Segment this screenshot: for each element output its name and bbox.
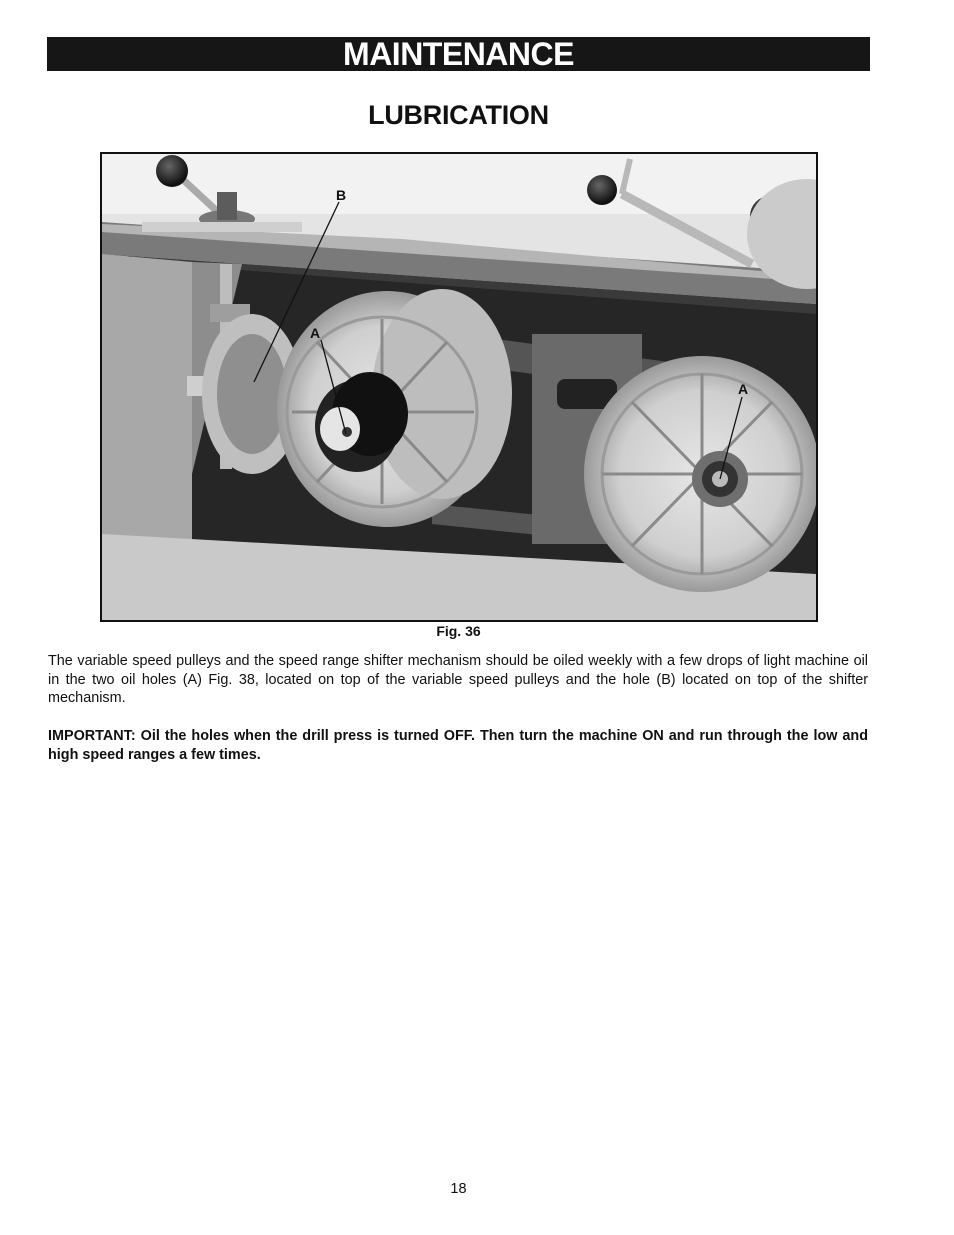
callout-a-left: A xyxy=(310,325,321,341)
paragraph-instructions: The variable speed pulleys and the speed range shifter mechanism should be oiled weekly with a few drops of light machine oil in the two oil holes (A) Fig. 38, located on top of the variable speed pulleys and the hole (B) located on top of the shifter mechanism. xyxy=(48,653,868,706)
pulley-illustration xyxy=(102,154,816,620)
banner-title: MAINTENANCE xyxy=(343,36,574,72)
page-number: 18 xyxy=(450,1181,467,1197)
callout-a-right: A xyxy=(738,381,749,397)
paragraph-important: IMPORTANT: Oil the holes when the drill press is turned OFF. Then turn the machine ON and run through the low and high speed ranges a few times. xyxy=(48,728,868,763)
subsection-title: LUBRICATION xyxy=(368,100,549,130)
callout-b: B xyxy=(336,187,347,203)
figure-caption: Fig. 36 xyxy=(436,623,481,639)
figure-photo xyxy=(100,152,818,622)
section-banner xyxy=(47,37,870,71)
